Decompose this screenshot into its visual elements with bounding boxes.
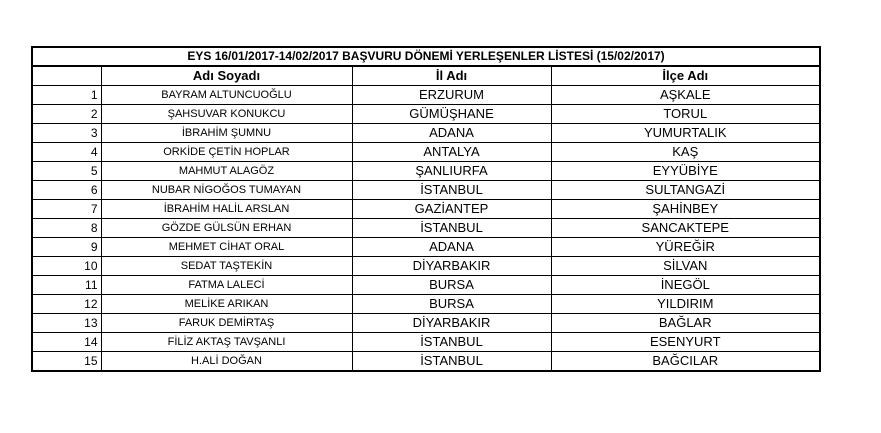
- person-name: ŞAHSUVAR KONUKCU: [101, 105, 352, 124]
- city-name: İSTANBUL: [352, 352, 551, 372]
- title-row: [32, 47, 820, 66]
- table-body: [32, 47, 820, 371]
- table-row: [32, 143, 820, 162]
- placement-list-table: [31, 46, 821, 372]
- table-row: [32, 86, 820, 105]
- district-name: AŞKALE: [551, 86, 820, 105]
- table-row: [32, 124, 820, 143]
- city-name: ANTALYA: [352, 143, 551, 162]
- table-row: [32, 238, 820, 257]
- table-row: [32, 276, 820, 295]
- column-header-city: İl Adı: [352, 66, 551, 86]
- row-number: 14: [32, 333, 101, 352]
- person-name: FARUK DEMİRTAŞ: [101, 314, 352, 333]
- city-name: İSTANBUL: [352, 181, 551, 200]
- person-name: FİLİZ AKTAŞ TAVŞANLI: [101, 333, 352, 352]
- header-row: [32, 66, 820, 86]
- city-name: GÜMÜŞHANE: [352, 105, 551, 124]
- table-row: [32, 200, 820, 219]
- person-name: MAHMUT ALAGÖZ: [101, 162, 352, 181]
- row-number: 3: [32, 124, 101, 143]
- city-name: DİYARBAKIR: [352, 257, 551, 276]
- person-name: H.ALİ DOĞAN: [101, 352, 352, 372]
- district-name: SANCAKTEPE: [551, 219, 820, 238]
- person-name: FATMA LALECİ: [101, 276, 352, 295]
- district-name: ESENYURT: [551, 333, 820, 352]
- city-name: DİYARBAKIR: [352, 314, 551, 333]
- person-name: SEDAT TAŞTEKİN: [101, 257, 352, 276]
- table-row: [32, 219, 820, 238]
- district-name: SİLVAN: [551, 257, 820, 276]
- district-name: EYYÜBİYE: [551, 162, 820, 181]
- table-row: [32, 295, 820, 314]
- column-header-name: Adı Soyadı: [101, 66, 352, 86]
- row-number: 7: [32, 200, 101, 219]
- row-number: 12: [32, 295, 101, 314]
- district-name: SULTANGAZİ: [551, 181, 820, 200]
- district-name: YÜREĞİR: [551, 238, 820, 257]
- table-row: [32, 105, 820, 124]
- row-number: 2: [32, 105, 101, 124]
- city-name: BURSA: [352, 295, 551, 314]
- row-number: 1: [32, 86, 101, 105]
- row-number: 6: [32, 181, 101, 200]
- person-name: GÖZDE GÜLSÜN ERHAN: [101, 219, 352, 238]
- table-row: [32, 352, 820, 372]
- column-header-no: [32, 66, 101, 86]
- row-number: 5: [32, 162, 101, 181]
- row-number: 4: [32, 143, 101, 162]
- city-name: İSTANBUL: [352, 333, 551, 352]
- district-name: ŞAHİNBEY: [551, 200, 820, 219]
- person-name: ORKİDE ÇETİN HOPLAR: [101, 143, 352, 162]
- person-name: MEHMET CİHAT ORAL: [101, 238, 352, 257]
- row-number: 10: [32, 257, 101, 276]
- district-name: TORUL: [551, 105, 820, 124]
- person-name: İBRAHİM HALİL ARSLAN: [101, 200, 352, 219]
- district-name: KAŞ: [551, 143, 820, 162]
- district-name: İNEGÖL: [551, 276, 820, 295]
- row-number: 11: [32, 276, 101, 295]
- city-name: ADANA: [352, 124, 551, 143]
- city-name: ADANA: [352, 238, 551, 257]
- table-row: [32, 181, 820, 200]
- district-name: BAĞCILAR: [551, 352, 820, 372]
- district-name: YUMURTALIK: [551, 124, 820, 143]
- table-row: [32, 314, 820, 333]
- person-name: BAYRAM ALTUNCUOĞLU: [101, 86, 352, 105]
- city-name: ŞANLIURFA: [352, 162, 551, 181]
- person-name: İBRAHİM ŞUMNU: [101, 124, 352, 143]
- table-title: EYS 16/01/2017-14/02/2017 BAŞVURU DÖNEMİ YERLEŞENLER LİSTESİ (15/02/2017): [32, 47, 820, 66]
- table-row: [32, 162, 820, 181]
- district-name: BAĞLAR: [551, 314, 820, 333]
- row-number: 13: [32, 314, 101, 333]
- district-name: YILDIRIM: [551, 295, 820, 314]
- row-number: 8: [32, 219, 101, 238]
- city-name: İSTANBUL: [352, 219, 551, 238]
- column-header-district: İlçe Adı: [551, 66, 820, 86]
- city-name: GAZİANTEP: [352, 200, 551, 219]
- row-number: 15: [32, 352, 101, 372]
- city-name: ERZURUM: [352, 86, 551, 105]
- city-name: BURSA: [352, 276, 551, 295]
- person-name: NUBAR NİGOĞOS TUMAYAN: [101, 181, 352, 200]
- person-name: MELİKE ARIKAN: [101, 295, 352, 314]
- table-row: [32, 333, 820, 352]
- row-number: 9: [32, 238, 101, 257]
- table-row: [32, 257, 820, 276]
